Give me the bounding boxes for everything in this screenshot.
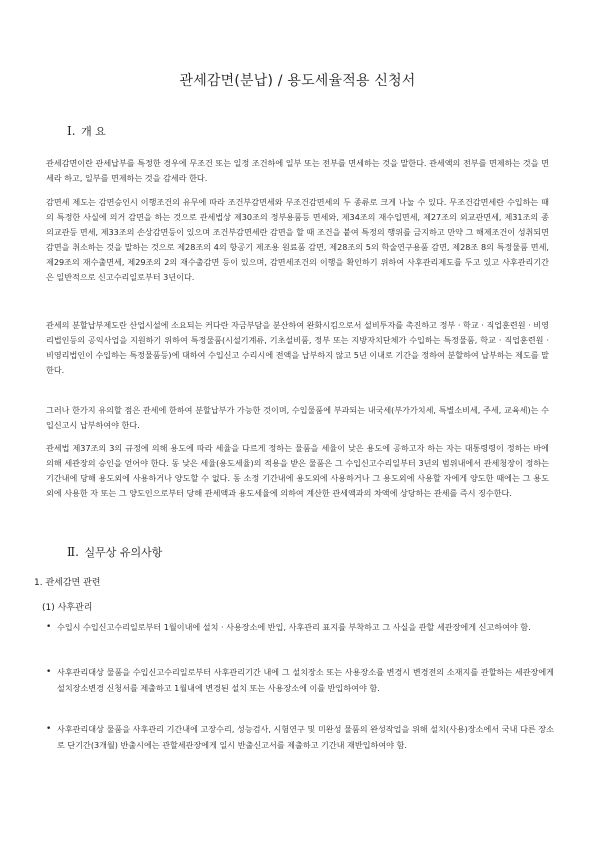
paragraph-note: 그러나 한가지 유의할 점은 관세에 한하여 분할납부가 가능한 것이며, 수입물품에 부과되는 내국세(부가가치세, 특별소비세, 주세, 교육세)는 수입신고시 납부하여야 한다.: [46, 405, 549, 430]
paragraph-installment: 관세의 분할납부제도란 산업시설에 소요되는 커다란 자금부담을 분산하여 완화시킴으로서 설비투자를 촉진하고 정부 · 학교 · 직업훈련원 · 비영리법인등의 공익사업을 지원하기 위하여 특정물품(시설기계류, 기초설비품, 정부 또는 지방자치단체가 수입하는 특정물품, 학교 · 직업훈련원 · 비영리법인이 수입하는 특정물품등)에 대하여 수입신고 수리시에 전액을 납부하지 않고 5년 이내로 기간을 정하여 분할하여 납부하는 제도를 말한다.: [46, 320, 549, 375]
section-label: 개 요: [81, 125, 106, 138]
subheading-post-management: (1) 사후관리: [42, 603, 93, 613]
list-item: [46, 721, 554, 753]
list-item: [46, 619, 554, 635]
paragraph-types: 감면세 제도는 감면승인시 이행조건의 유무에 따라 조건부감면세와 무조건감면세의 두 종류로 크게 나눌 수 있다. 무조건감면세란 수입하는 때의 특정한 사실에 의거 감면을 하는 것으로 관세법상 제30조의 정부용품등 면세와, 제34조의 재수입면세, 제27조의 외교관면세, 제31조의 종의교관등 면세, 제33조의 손상감면등이 있으며 조건부감면세란 감면을 할 때 조건을 붙여 특정의 행위를 금지하고 만약 그 해제조건이 성취되면 감면을 취소하는 것을 말하는 것으로 제28조의 4의 항공기 제조용 원료품 감면, 제28조의 5의 학술연구용품 감면, 제28조 8의 특정물품 면세, 제29조의 재수출면세, 제29조의 2의 재수출감면 등이 있으며, 감면세조건의 이행을 확인하기 위하여 사후관리제도를 두고 있고 사후관리기간은 일반적으로 신고수리일로부터 3년이다.: [46, 197, 549, 282]
paragraph-usage-rate: 관세법 제37조의 3의 규정에 의해 용도에 따라 세율을 다르게 정하는 물품을 세율이 낮은 용도에 공하고자 하는 자는 대통령령이 정하는 바에 의해 세관장의 승인을 얻어야 한다. 동 낮은 세율(용도세율)의 적용을 받은 물품은 그 수입신고수리일부터 3년의 범위내에서 관세청장이 정하는 기간내에 당해 용도외에 사용하거나 양도할 수 없다. 동 소정 기간내에 용도외에 사용하거나 그 용도외에 사용할 자에게 양도한 때에는 그 용도외에 사용한 자 또는 그 양도인으로부터 당해 관세액과 용도세율에 의하여 계산한 관세액과의 차액에 상당하는 관세를 즉시 징수한다.: [46, 443, 549, 498]
section-heading-overview: [67, 123, 106, 139]
list-item-text: 사후관리대상 물품을 수입신고수리일로부터 사후관리기간 내에 그 설치장소 또는 사용장소를 변경시 변경전의 소재지를 관할하는 세관장에게 설치장소변경 신청서를 제출하고 1월내에 변경된 설치 또는 사용장소에 이를 반입하여야 함.: [57, 667, 554, 693]
section-heading-practice: [67, 544, 162, 560]
section-label: 실무상 유의사항: [84, 546, 163, 559]
list-item-text: 수입시 수입신고수리일로부터 1월이내에 설치 · 사용장소에 반입, 사후관리 표지를 부착하고 그 사실을 관할 세관장에게 신고하여야 함.: [57, 622, 531, 632]
paragraph-definition: 관세감면이란 관세납부를 특정한 경우에 무조건 또는 일정 조건하에 일부 또는 전부를 면세하는 것을 말한다. 관세액의 전부를 면제하는 것을 면세라 하고, 일부를 면제하는 것을 감세라 한다.: [46, 158, 549, 183]
list-item-text: 사후관리대상 물품을 사후관리 기간내에 고장수리, 성능검사, 시험연구 및 미완성 물품의 완성작업을 위해 설치(사용)장소에서 국내 다른 장소로 단기간(3개월) 반출시에는 관할세관장에게 일시 반출신고서를 제출하고 기간내 재반입하여야 함.: [57, 724, 554, 750]
bullet-icon: •: [46, 667, 52, 677]
section-number: Ⅱ.: [67, 545, 79, 559]
subheading-reduction: 1. 관세감면 관련: [34, 578, 101, 588]
bullet-icon: •: [46, 724, 52, 734]
list-item: [46, 664, 554, 696]
section-number: Ⅰ.: [67, 124, 76, 138]
bullet-icon: •: [46, 622, 52, 632]
document-title: 관세감면(분납) / 용도세율적용 신청서: [179, 73, 416, 89]
